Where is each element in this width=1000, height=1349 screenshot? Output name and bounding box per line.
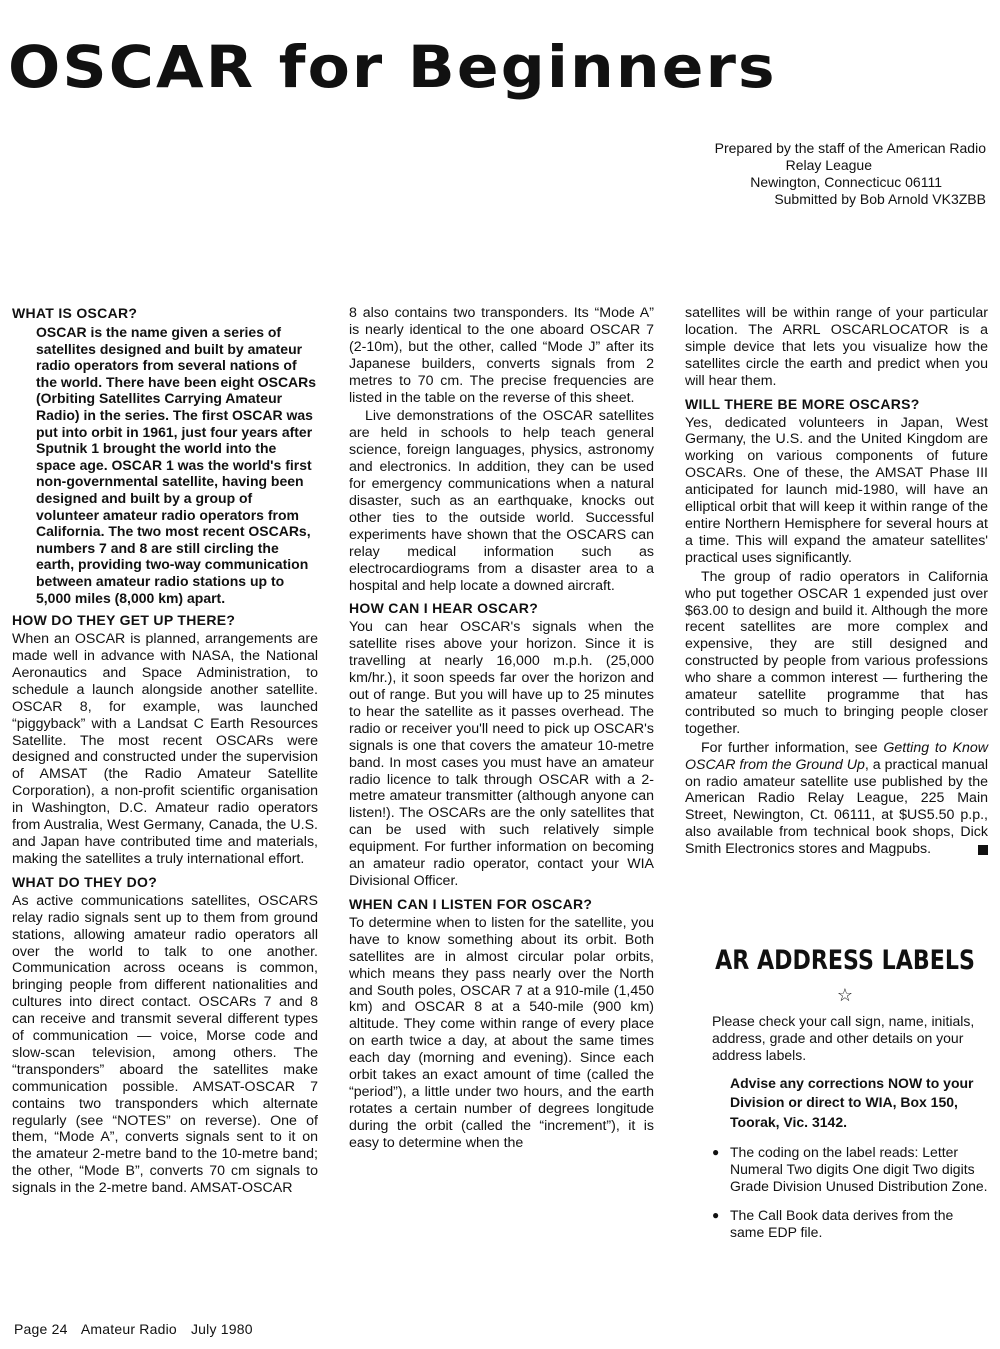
list-item — [712, 1144, 990, 1195]
page-number: Page 24 — [14, 1321, 68, 1337]
body-paragraph — [685, 740, 988, 858]
column-3 — [685, 305, 988, 858]
section-heading: HOW CAN I HEAR OSCAR? — [349, 600, 539, 617]
list-item — [712, 1207, 990, 1241]
body-paragraph: Yes, dedicated volunteers in Japan, West Germany, the U.S. and the United Kingdom are working on various components of future OSCARs. One of these, the AMSAT Phase III anticipated for launch mid-1980, will have an elliptical orbit that will keep it within range of the entire Northern Hemisphere for several hours at a time. This will expand the amateur satellites' practical uses significantly. — [685, 414, 988, 566]
credit-line: Newington, Connecticuc 06111 — [750, 174, 942, 190]
credit-line: Prepared by the staff of the American Radio — [714, 140, 986, 156]
credit-line: Submitted by Bob Arnold VK3ZBB — [774, 191, 986, 207]
list-item-text: The coding on the label reads: Letter Numeral Two digits One digit Two digits Grade Division Unused Distribution Zone. — [730, 1144, 988, 1195]
book-title: Getting to Know OSCAR from the Ground Up — [685, 739, 988, 773]
star-icon: ☆ — [836, 985, 854, 1005]
section-heading: WHAT IS OSCAR? — [12, 305, 138, 321]
bullet-icon: ● — [712, 1145, 720, 1160]
issue-date: July 1980 — [190, 1321, 253, 1337]
section-heading: WHEN CAN I LISTEN FOR OSCAR? — [349, 895, 593, 912]
body-paragraph: When an OSCAR is planned, arrangements are made well in advance with NASA, the National Aeronautics and Space Administration, to schedule a launch alongside another satellite. OSCAR 8, for example, was launched “piggyback” with a Landsat C Earth Resources Satellite. The most recent OSCARs were designed and constructed under the supervision of AMSAT (the Radio Amateur Satellite Corporation), a non-profit scientific organisation in Washington, D.C. Amateur radio operators from Australia, West Germany, Canada, the U.S. and Japan have contributed time and materials, making the satellites a truly international effort. — [12, 631, 318, 867]
list-item-text: The Call Book data derives from the same EDP file. — [730, 1206, 954, 1240]
body-paragraph: The group of radio operators in California who put together OSCAR 1 expended just over $63.00 to design and build it. Although the more recent satellites are more complex and expensive, they are still designed and constructed by people from various professions who share a common interest — furthering the amateur satellite programme that has contributed so much to bringing people closer together. — [685, 568, 988, 737]
box-paragraph: Please check your call sign, name, initials, address, grade and other details on your address labels. — [712, 1013, 975, 1063]
body-paragraph: 8 also contains two transponders. Its “Mode A” is nearly identical to the one aboard OSCAR 7 (2-10m), but the other, called “Mode J” after its Japanese builders, converts signals from 2 metres to 70 cm. The precise frequencies are listed in the table on the reverse of this sheet. — [349, 305, 654, 406]
intro-paragraph: OSCAR is the name given a series of satellites designed and built by amateur radio operators from several nations of the world. There have been eight OSCARs (Orbiting Satellites Carrying Amateur Radio) in the series. The first OSCAR was put into orbit in 1961, just four years after Sputnik 1 brought the world into the space age. OSCAR 1 was the world's first non-governmental satellite, having been designed and built by a group of volunteer amateur radio operators from California. The two most recent OSCARs, numbers 7 and 8 are still circling the earth, providing two-way communication between amateur radio stations up to 5,000 miles (8,000 km) apart. — [36, 324, 317, 606]
column-1 — [12, 305, 318, 1197]
body-paragraph: Live demonstrations of the OSCAR satellites are held in schools to help teach general science, foreign languages, physics, astronomy and electronics. In addition, they can be used for emergency communications when a natural disaster, such as an earthquake, knocks out other ties to the outside world. Successful experiments have shown that the OSCARS can relay medical information such as electrocardiograms from a disaster area to a hospital and help locate a downed aircraft. — [349, 408, 654, 594]
magazine-name: Amateur Radio — [80, 1321, 177, 1337]
article-title: OSCAR for Beginners — [8, 33, 777, 101]
end-mark-icon — [978, 845, 988, 855]
body-paragraph: You can hear OSCAR's signals when the satellite rises above your horizon. Since it is travelling at nearly 16,000 m.p.h. (25,000 km/hr.), it soon speeds far over the horizon and out of range. But you will have up to 25 minutes to hear the satellite as it passes overhead. The radio or receiver you'll need to pick up OSCAR's signals is one that covers the amateur 10-metre band. In most cases you must have an amateur radio licence to talk through OSCAR with a 2-metre amateur transmitter (although anyone can listen!). The OSCARs are the only satellites that can be used with such relatively simple equipment. For further information on becoming an amateur radio operator, contact your WIA Divisional Officer. — [349, 619, 654, 889]
text-run: , a practical manual on radio amateur satellite use published by the American Radio Relay League, 225 Main Street, Newington, Ct. 06111, at $US5.50 p.p., also available from technical book shops, Dick Smith Electronics stores and Magpubs. — [685, 756, 988, 858]
section-heading: WHAT DO THEY DO? — [12, 873, 158, 890]
body-paragraph: To determine when to listen for the satellite, you have to know something about its orbit. Both satellites are in almost circular polar orbits, which means they pass nearly over the North and South poles, OSCAR 7 at a 910-mile (1,450 km) and OSCAR 8 at a 540-mile (900 km) altitude. They come within range of every place on earth twice a day, at about the same times each day (morning and evening). Since each orbit takes an exact amount of time (called the “period”), a little under two hours, and the earth rotates a certain number of degrees longitude during the orbit (called the “increment”), it is easy to determine when the — [349, 914, 654, 1151]
body-paragraph: As active communications satellites, OSCARS relay radio signals sent up to them from ground stations, allowing amateur radio operators all over the world to talk to one another. Communication across oceans is common, bringing people from different nationalities and cultures into direct contact. OSCARs 7 and 8 can receive and transmit several different types of communication — voice, Morse code and slow-scan television, among others. The “transponders” aboard the satellites make communication possible. AMSAT-OSCAR 7 contains two transponders which alternate regularly (see “NOTES” on reverse). One of them, “Mode A”, converts signals sent to it on the amateur 2-metre band to the 10-metre band; the other, “Mode B”, converts 70 cm signals to signals in the 2-metre band. AMSAT-OSCAR — [12, 892, 318, 1197]
section-heading: WILL THERE BE MORE OSCARS? — [685, 395, 920, 412]
bullet-icon: ● — [712, 1207, 720, 1222]
article-credits — [715, 140, 986, 208]
column-2 — [349, 305, 654, 1152]
box-title: AR ADDRESS LABELS — [715, 945, 975, 976]
section-heading: HOW DO THEY GET UP THERE? — [12, 612, 236, 629]
page-footer — [14, 1321, 263, 1337]
advise-paragraph: Advise any corrections NOW to your Division or direct to WIA, Box 150, Toorak, Vic. 3142. — [730, 1074, 974, 1130]
address-labels-box — [700, 945, 990, 1241]
credit-line: Relay League — [785, 157, 872, 173]
body-paragraph: satellites will be within range of your particular location. The ARRL OSCARLOCATOR is a simple device that lets you visualize how the satellites circle the earth and predict when you will hear them. — [685, 305, 988, 389]
text-run: For further information, see — [701, 739, 884, 756]
